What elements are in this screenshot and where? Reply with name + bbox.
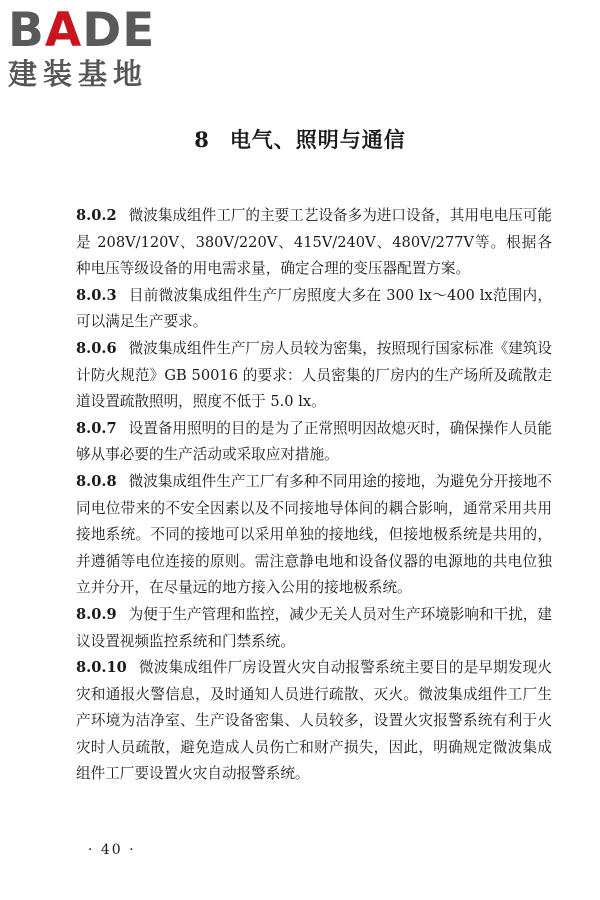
- clause-8-0-10: [76, 655, 552, 788]
- clause-text: 微波集成组件厂房设置火灾自动报警系统主要目的是早期发现火灾和通报火警信息，及时通知人员进行疏散、灭火。微波集成组件工厂生产环境为洁净室、生产设备密集、人员较多，设置火灾报警系统有利于火灾时人员疏散，避免造成人员伤亡和财产损失，因此，明确规定微波集成组件工厂要设置火灾自动报警系统。: [76, 659, 552, 783]
- clause-text: 设置备用照明的目的是为了正常照明因故熄灭时，确保操作人员能够从事必要的生产活动或采取应对措施。: [76, 419, 552, 464]
- clause-8-0-3: [76, 283, 552, 336]
- bade-logo: [8, 3, 178, 91]
- clause-number: 8.0.3: [76, 286, 117, 304]
- clause-text: 微波集成组件工厂的主要工艺设备多为进口设备，其用电电压可能是 208V/120V、380V/220V、415V/240V、480V/277V等。根据各种电压等级设备的用电需求量，确定合理的变压器配置方案。: [76, 207, 552, 278]
- clause-number: 8.0.6: [76, 339, 117, 357]
- clause-text: 目前微波集成组件生产厂房照度大多在 300 lx～400 lx范围内，可以满足生产要求。: [76, 286, 552, 331]
- page-number: · 40 ·: [88, 842, 136, 858]
- chapter-title: [0, 124, 600, 154]
- clause-8-0-7: [76, 416, 552, 469]
- clause-text: 微波集成组件生产工厂有多种不同用途的接地，为避免分开接地不同电位带来的不安全因素以及不同接地导体间的耦合影响，通常采用共用接地系统。不同的接地可以采用单独的接地线，但接地极系统是共用的，并遵循等电位连接的原则。需注意静电地和设备仪器的电源地的共电位独立并分开，在尽量远的地方接入公用的接地极系统。: [76, 472, 552, 597]
- clause-number: 8.0.10: [76, 659, 127, 677]
- clause-text: 为便于生产管理和监控，减少无关人员对生产环境影响和干扰，建议设置视频监控系统和门禁系统。: [76, 605, 552, 650]
- clause-8-0-8: [76, 469, 552, 602]
- clause-8-0-6: [76, 336, 552, 416]
- document-body: [76, 203, 552, 788]
- logo-wordmark: [8, 3, 178, 58]
- clause-number: 8.0.7: [76, 419, 117, 437]
- logo-letters-suffix: DE: [82, 3, 156, 58]
- clause-number: 8.0.9: [76, 605, 117, 623]
- clause-text: 微波集成组件生产厂房人员较为密集，按照现行国家标准《建筑设计防火规范》GB 50016 的要求：人员密集的厂房内的生产场所及疏散走道设置疏散照明，照度不低于 5.0 lx。: [76, 339, 552, 411]
- clause-number: 8.0.8: [76, 472, 117, 490]
- clause-8-0-9: [76, 602, 552, 655]
- chapter-title-text: 电气、照明与通信: [229, 127, 406, 152]
- logo-subtitle: 建装基地: [8, 57, 149, 91]
- clause-number: 8.0.2: [76, 207, 117, 224]
- clause-8-0-2: [76, 203, 552, 283]
- chapter-number: 8: [194, 127, 210, 152]
- logo-letter-accent: A: [44, 3, 83, 58]
- logo-letters-prefix: B: [8, 3, 45, 58]
